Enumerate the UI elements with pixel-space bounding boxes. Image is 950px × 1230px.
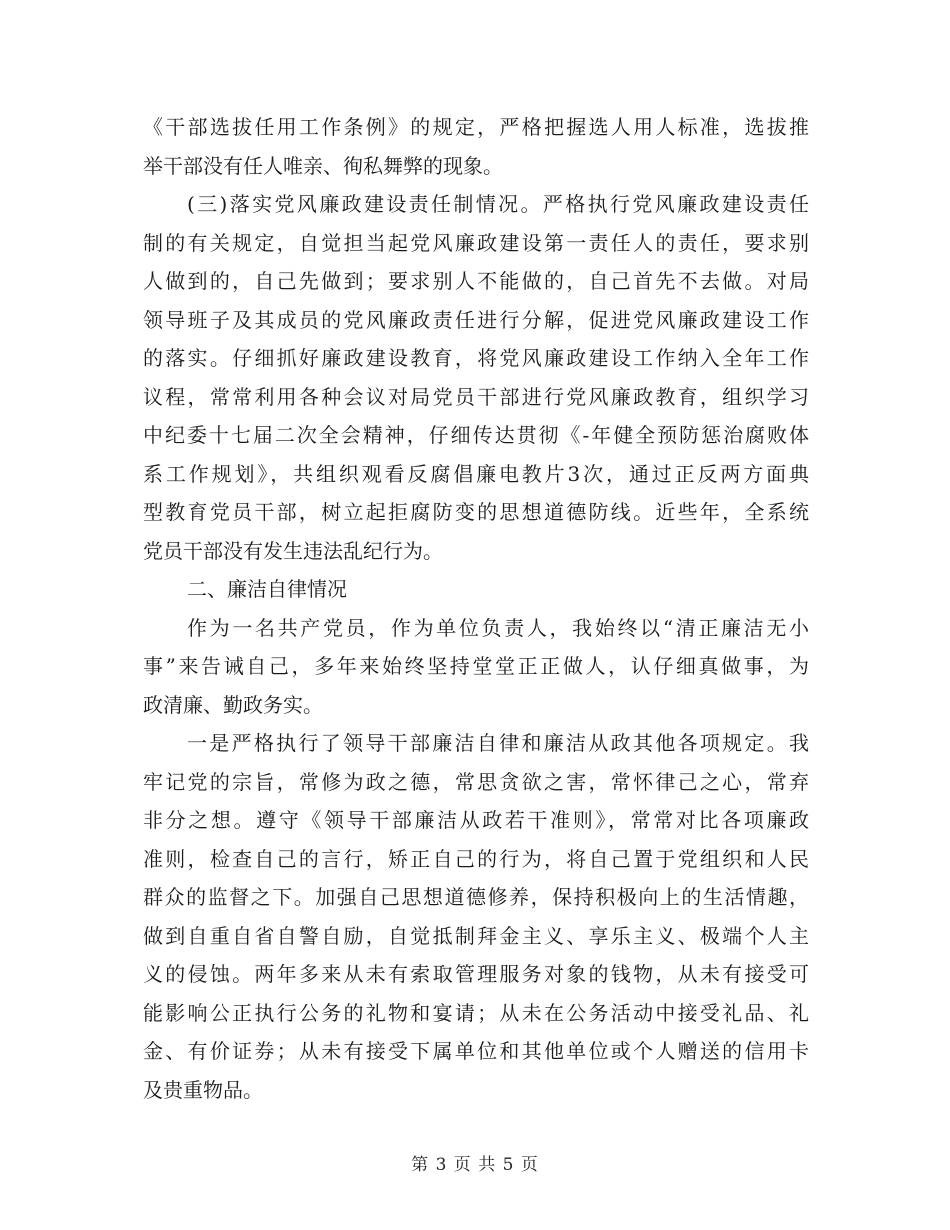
text-line: 作为一名共产党员，作为单位负责人，我始终以“清正廉洁无小 [187, 615, 809, 640]
text-line: 中纪委十七届二次全会精神，仔细传达贯彻《-年健全预防惩治腐败体 [143, 423, 809, 447]
text-line: 做到自重自省自警自励，自觉抵制拜金主义、享乐主义、极端个人主 [143, 923, 809, 948]
text-line: 的落实。仔细抓好廉政建设教育，将党风廉政建设工作纳入全年工作 [143, 346, 809, 370]
text-line: 能影响公正执行公务的礼物和宴请；从未在公务活动中接受礼品、礼 [143, 1000, 809, 1025]
text-line: 《干部选拔任用工作条例》的规定，严格把握选人用人标准，选拔推 [143, 115, 809, 139]
page-footer: 第 3 页 共 5 页 [411, 1155, 539, 1175]
text-line: 人做到的，自己先做到；要求别人不能做的，自己首先不去做。对局 [143, 269, 809, 293]
text-line: 举干部没有任人唯亲、徇私舞弊的现象。 [143, 153, 503, 178]
text-line: 制的有关规定，自觉担当起党风廉政建设第一责任人的责任，要求别 [143, 230, 809, 255]
text-line: 型教育党员干部，树立起拒腐防变的思想道德防线。近些年，全系统 [143, 500, 809, 524]
text-line: 义的侵蚀。两年多来从未有索取管理服务对象的钱物，从未有接受可 [143, 962, 809, 986]
text-line: 金、有价证券；从未有接受下属单位和其他单位或个人赠送的信用卡 [143, 1039, 809, 1063]
text-line: 领导班子及其成员的党风廉政责任进行分解，促进党风廉政建设工作 [143, 307, 809, 332]
text-line: 事”来告诫自己，多年来始终坚持堂堂正正做人，认仔细真做事，为 [143, 654, 809, 678]
text-line: 非分之想。遵守《领导干部廉洁从政若干准则》，常常对比各项廉政 [143, 808, 809, 832]
text-line: 系工作规划》，共组织观看反腐倡廉电教片3次，通过正反两方面典 [143, 461, 809, 486]
text-line: 二、廉洁自律情况 [187, 577, 347, 601]
text-line: 议程，常常利用各种会议对局党员干部进行党风廉政教育，组织学习 [143, 384, 809, 409]
text-line: 政清廉、勤政务实。 [143, 692, 323, 717]
text-line: (三)落实党风廉政建设责任制情况。严格执行党风廉政建设责任 [187, 192, 809, 216]
text-line: 群众的监督之下。加强自己思想道德修养，保持积极向上的生活情趣， [143, 885, 809, 909]
document-body [143, 108, 809, 1109]
text-line: 及贵重物品。 [143, 1077, 263, 1102]
text-line: 牢记党的宗旨，常修为政之德，常思贪欲之害，常怀律己之心，常弃 [143, 769, 809, 794]
text-line: 一是严格执行了领导干部廉洁自律和廉洁从政其他各项规定。我 [187, 731, 809, 755]
text-line: 党员干部没有发生违法乱纪行为。 [143, 538, 443, 563]
text-line: 准则，检查自己的言行，矫正自己的行为，将自己置于党组织和人民 [143, 846, 809, 871]
